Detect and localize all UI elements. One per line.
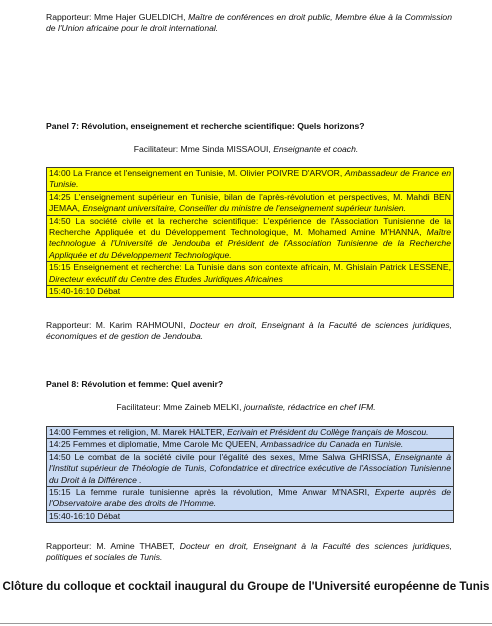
panel8-title: Panel 8: Révolution et femme: Quel avenir? bbox=[46, 379, 224, 389]
page-divider bbox=[0, 623, 492, 624]
program-item: 14:50 Le combat de la société civile pour l'égalité des sexes, Mme Salwa GHRISSA, Enseignante à l'Institut supérieur de Théologie de Tunis, Cofondatrice et directrice exécutive de l'Association Tunisienne du Droit à la Différence . bbox=[47, 452, 453, 487]
panel7-facilitator: Facilitateur: Mme Sinda MISSAOUI, Enseignante et coach. bbox=[133, 144, 359, 154]
panel8-rapporteur: Rapporteur: M. Amine THABET, Docteur en droit, Enseignant à la Faculté des sciences juridiques, politiques et sociales de Tunis. bbox=[46, 541, 453, 563]
program-item: 14:25 L'enseignement supérieur en Tunisie, bilan de l'après-révolution et perspectives, M. Mahdi BEN JEMAA, Enseignant universitaire, Conseiller du ministre de l'enseignement supérieur tunisien. bbox=[47, 192, 453, 216]
panel7-rapporteur: Rapporteur: M. Karim RAHMOUNI, Docteur en droit, Enseignant à la Faculté de sciences juridiques, économiques et de gestion de Jendouba. bbox=[46, 320, 453, 342]
panel7-program bbox=[46, 167, 454, 298]
program-item: 15:15 Enseignement et recherche: La Tunisie dans son contexte africain, M. Ghislain Patrick LESSENE, Directeur exécutif du Centre des Etudes Juridiques Africaines bbox=[47, 262, 453, 286]
program-item-debate: 15:40-16:10 Débat bbox=[47, 286, 453, 297]
panel7-title: Panel 7: Révolution, enseignement et recherche scientifique: Quels horizons? bbox=[46, 121, 365, 131]
panel8-facilitator: Facilitateur: Mme Zaineb MELKI, journaliste, rédactrice en chef IFM. bbox=[116, 402, 376, 412]
closing-title: Clôture du colloque et cocktail inaugural du Groupe de l'Université européenne de Tunis bbox=[2, 580, 490, 593]
program-item: 15:15 La femme rurale tunisienne après la révolution, Mme Anwar M'NASRI, Experte auprès de l'Observatoire arabe des droits de l'Homme. bbox=[47, 487, 453, 511]
panel8-program bbox=[46, 426, 454, 523]
program-item: 14:25 Femmes et diplomatie, Mme Carole Mc QUEEN, Ambassadrice du Canada en Tunisie. bbox=[47, 439, 453, 451]
top-rapporteur: Rapporteur: Mme Hajer GUELDICH, Maître de conférences en droit public, Membre élue à la Commission de l'Union africaine pour le droit international. bbox=[46, 12, 452, 34]
program-item: 14:00 La France et l'enseignement en Tunisie, M. Olivier POIVRE D'ARVOR, Ambassadeur de France en Tunisie. bbox=[47, 168, 453, 192]
program-item: 14:00 Femmes et religion, M. Marek HALTER, Ecrivain et Président du Collège français de Moscou. bbox=[47, 427, 453, 439]
program-item-debate: 15:40-16:10 Débat bbox=[47, 511, 453, 522]
program-item: 14:50 La société civile et la recherche scientifique: L'expérience de l'Association Tunisienne de la Recherche Appliquée et du Développement Technologique, M. Mohamed Amine M'HANNA, Maître technologue à l'Université de Jendouba et Président de l'Association Tunisienne de la Recherche Appliquée et du Développement Technologique. bbox=[47, 216, 453, 263]
